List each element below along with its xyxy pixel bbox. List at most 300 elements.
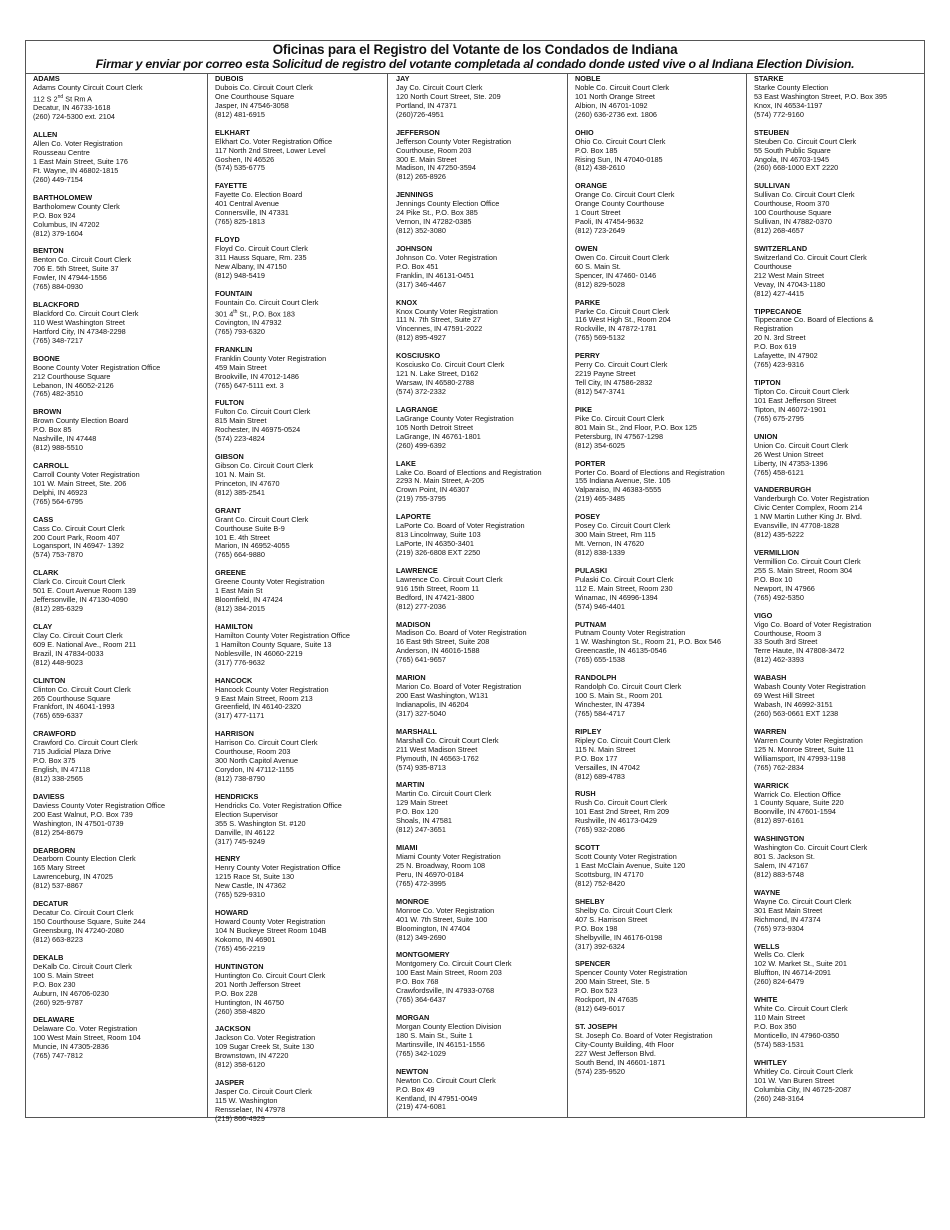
county-address-line: Henry County Voter Registration Office <box>215 863 341 873</box>
county-address-line: Danville, IN 46122 <box>215 827 275 837</box>
county-entry <box>33 75 207 122</box>
county-phone: (260) 449-7154 <box>33 174 83 184</box>
county-phone: (765) 529-9310 <box>215 890 265 900</box>
county-address-line: Columbus, IN 47202 <box>33 219 100 229</box>
county-entry <box>396 513 567 558</box>
county-name: ALLEN <box>33 130 58 140</box>
county-address-line: 116 West High St., Room 204 <box>575 315 671 325</box>
county-address-line: Crown Point, IN 46307 <box>396 485 470 495</box>
county-address-line: P.O. Box 350 <box>754 1022 797 1032</box>
county-address-line: 101 E. 4th Street <box>215 532 270 542</box>
county-address-line: Winamac, IN 46996-1394 <box>575 592 658 602</box>
county-address-line: 102 W. Market St., Suite 201 <box>754 959 847 969</box>
county-address-line: Greene County Voter Registration <box>215 577 325 587</box>
county-address-line: Jackson Co. Voter Registration <box>215 1033 316 1043</box>
county-address-line: Carroll County Voter Registration <box>33 469 140 479</box>
county-name: MADISON <box>396 619 431 629</box>
county-name: RUSH <box>575 789 596 799</box>
county-phone: (219) 465-3485 <box>575 494 625 504</box>
county-address-line: Whitley Co. Circuit Court Clerk <box>754 1066 853 1076</box>
county-name: VIGO <box>754 610 773 620</box>
county-address-line: 16 East 9th Street, Suite 208 <box>396 637 490 647</box>
county-name: HARRISON <box>215 729 254 739</box>
county-phone: (812) 689-4783 <box>575 771 625 781</box>
county-phone: (260) 636-2736 ext. 1806 <box>575 109 657 119</box>
county-address-line: Orange County Courthouse <box>575 199 665 209</box>
county-address-line: 1 East McClain Avenue, Suite 120 <box>575 861 686 870</box>
county-address-line: Lake Co. Board of Elections and Registration <box>396 467 542 477</box>
county-address-line: St. Joseph Co. Board of Voter Registration <box>575 1030 713 1040</box>
county-name: MIAMI <box>396 843 418 853</box>
county-phone: (812) 481-6915 <box>215 109 265 119</box>
county-address-line: New Albany, IN 47150 <box>215 261 287 271</box>
county-name: VERMILLION <box>754 548 799 558</box>
county-phone: (765) 655-1538 <box>575 655 625 665</box>
county-phone: (260) 563-0661 EXT 1238 <box>754 709 839 719</box>
county-address-line: White Co. Circuit Court Clerk <box>754 1004 848 1014</box>
county-name: WHITLEY <box>754 1057 787 1067</box>
county-address-line: Tippecanoe Co. Board of Elections & <box>754 315 874 325</box>
county-name: RIPLEY <box>575 726 602 736</box>
county-phone: (812) 338-2565 <box>33 774 83 784</box>
county-name: JASPER <box>215 1078 245 1088</box>
county-phone: (765) 584-4717 <box>575 708 625 718</box>
county-address-line: 706 E. 5th Street, Suite 37 <box>33 264 119 274</box>
county-name: DUBOIS <box>215 74 244 83</box>
county-phone: (317) 477-1171 <box>215 711 265 721</box>
county-address-line: P.O. Box 85 <box>33 425 72 435</box>
county-phone: (812) 448-9023 <box>33 657 83 667</box>
county-address-line: 211 West Madison Street <box>396 744 478 754</box>
county-name: WARRICK <box>754 780 789 790</box>
county-entry <box>215 75 387 120</box>
county-address-line: Adams County Circuit Court Clerk <box>33 82 143 92</box>
county-address-line: Fulton Co. Circuit Court Clerk <box>215 407 311 417</box>
county-phone: (812) 752-8420 <box>575 878 625 888</box>
county-entry <box>575 674 746 719</box>
county-entry <box>215 507 387 561</box>
county-entry <box>754 182 926 236</box>
county-name: LAPORTE <box>396 512 431 522</box>
county-name: ST. JOSEPH <box>575 1021 618 1031</box>
county-address-line: 1 W. Washington St., Room 21, P.O. Box 546 <box>575 637 722 647</box>
county-address-line: Rochester, IN 46975-0524 <box>215 425 301 435</box>
county-name: WELLS <box>754 941 780 951</box>
county-phone: (765) 472-3995 <box>396 878 446 888</box>
county-entry <box>575 790 746 835</box>
county-address-line: 150 Courthouse Square, Suite 244 <box>33 917 146 927</box>
county-address-line: Crawfordsville, IN 47933-0768 <box>396 986 495 996</box>
county-entry <box>396 621 567 666</box>
county-address-line: LaGrange County Voter Registration <box>396 413 514 423</box>
county-address-line: 110 Main Street <box>754 1013 805 1023</box>
county-address-line: Lebanon, IN 46052-2126 <box>33 380 114 390</box>
county-name: MARTIN <box>396 780 425 790</box>
county-address-line: Columbia City, IN 46725-2087 <box>754 1084 852 1094</box>
county-address-line: Franklin, IN 46131-0451 <box>396 270 475 280</box>
county-entry <box>754 835 926 880</box>
county-name: WARREN <box>754 726 787 736</box>
county-address-line: 100 S. Main St., Room 201 <box>575 691 663 701</box>
county-entry <box>215 677 387 722</box>
county-address-line: Anderson, IN 46016-1588 <box>396 646 480 656</box>
county-name: BLACKFORD <box>33 300 80 309</box>
county-address-line: 407 S. Harrison Street <box>575 914 648 924</box>
county-name: SWITZERLAND <box>754 243 808 253</box>
county-address-line: Angola, IN 46703-1945 <box>754 154 830 164</box>
county-entry <box>754 433 926 478</box>
county-address-line: 212 West Main Street <box>754 270 825 280</box>
county-address-line: Princeton, IN 47670 <box>215 478 280 488</box>
county-address-line: Warrick Co. Election Office <box>754 789 841 799</box>
county-address-line: 100 Courthouse Square <box>754 208 832 218</box>
county-entry <box>575 75 746 120</box>
county-address-line: 1 Hamilton County Square, Suite 13 <box>215 639 332 649</box>
county-address-line: 101 W. Main Street, Ste. 206 <box>33 478 127 488</box>
county-address-line: Steuben Co. Circuit Court Clerk <box>754 136 857 146</box>
county-phone: (260) 248-3164 <box>754 1093 804 1103</box>
county-entry <box>215 963 387 1017</box>
county-address-line: 200 East Washington, W131 <box>396 691 489 701</box>
county-address-line: Tell City, IN 47586-2832 <box>575 378 653 388</box>
county-address-line: 265 Courthouse Square <box>33 693 111 703</box>
county-address-line: 100 East Main Street, Room 203 <box>396 968 502 978</box>
county-address-line: Courthouse <box>754 261 792 271</box>
county-address-line: 101 East Jefferson Street <box>754 396 837 405</box>
county-address-line: Franklin County Voter Registration <box>215 353 327 363</box>
county-phone: (765) 342-1029 <box>396 1048 446 1058</box>
county-entry <box>33 408 207 453</box>
county-name: DAVIESS <box>33 791 65 801</box>
county-entry <box>396 781 567 835</box>
county-address-line: 501 E. Court Avenue Room 139 <box>33 586 136 596</box>
county-address-line: Greensburg, IN 47240-2080 <box>33 926 124 936</box>
county-entry <box>575 182 746 236</box>
county-address-line: Bartholomew County Clerk <box>33 201 120 211</box>
county-entry <box>215 1079 387 1124</box>
county-address-line: Rousseau Centre <box>33 147 90 157</box>
county-entry <box>33 900 207 945</box>
county-phone: (260) 668-1000 EXT 2220 <box>754 163 839 173</box>
county-entry <box>754 782 926 827</box>
county-address-line: Dubois Co. Circuit Court Clerk <box>215 82 313 92</box>
county-name: DEARBORN <box>33 845 76 855</box>
county-address-line: Rockville, IN 47872-1781 <box>575 324 657 334</box>
county-name: POSEY <box>575 512 601 522</box>
county-address-line: 916 15th Street, Room 11 <box>396 583 480 593</box>
county-entry <box>396 898 567 943</box>
county-entry <box>575 352 746 397</box>
county-address-line: 112 S 2nd St Rm A <box>33 93 92 104</box>
county-address-line: Kosciusko Co. Circuit Court Clerk <box>396 360 505 370</box>
county-entry <box>396 299 567 344</box>
county-name: WASHINGTON <box>754 834 805 844</box>
county-address-line: Hendricks Co. Voter Registration Office <box>215 800 342 810</box>
county-address-line: Rensselaer, IN 47978 <box>215 1104 286 1114</box>
county-name: ELKHART <box>215 127 250 137</box>
county-address-line: Orange Co. Circuit Court Clerk <box>575 190 675 200</box>
county-entry <box>33 623 207 668</box>
county-phone: (574) 753-7870 <box>33 550 83 560</box>
county-address-line: 110 West Washington Street <box>33 317 125 327</box>
county-address-line: P.O. Box 10 <box>754 574 793 584</box>
county-entry <box>396 352 567 397</box>
county-address-line: Bluffton, IN 46714-2091 <box>754 968 831 978</box>
county-address-line: Cass Co. Circuit Court Clerk <box>33 523 125 533</box>
county-address-line: 53 East Washington Street, P.O. Box 395 <box>754 91 888 101</box>
county-phone: (812) 427-4415 <box>754 288 804 298</box>
county-name: RANDOLPH <box>575 673 617 683</box>
header <box>26 41 924 74</box>
county-address-line: Warren County Voter Registration <box>754 735 863 745</box>
county-name: WABASH <box>754 673 787 683</box>
county-address-line: Jay Co. Circuit Court Clerk <box>396 82 483 92</box>
county-address-line: 801 Main St., 2nd Floor, P.O. Box 125 <box>575 422 697 432</box>
county-phone: (812) 649-6017 <box>575 1004 625 1014</box>
county-phone: (812) 663-8223 <box>33 934 83 944</box>
county-address-line: Tipton Co. Circuit Court Clerk <box>754 387 850 397</box>
county-phone: (574) 535-6775 <box>215 163 265 173</box>
county-phone: (765) 423-9316 <box>754 360 804 370</box>
county-address-line: P.O. Box 375 <box>33 756 76 766</box>
county-phone: (260) 925-9787 <box>33 997 83 1007</box>
county-address-line: English, IN 47118 <box>33 765 91 775</box>
county-address-line: Noble Co. Circuit Court Clerk <box>575 82 670 92</box>
county-address-line: 1 East Main St <box>215 586 263 596</box>
county-address-line: 355 S. Washington St. #120 <box>215 818 306 828</box>
county-address-line: 1215 Race St, Suite 130 <box>215 872 295 882</box>
county-entry <box>754 379 926 424</box>
county-address-line: 2219 Payne Street <box>575 369 636 379</box>
county-address-line: Kokomo, IN 46901 <box>215 934 276 944</box>
county-column-4 <box>567 74 746 1117</box>
county-address-line: Kentland, IN 47951-0049 <box>396 1093 478 1103</box>
county-phone: (317) 346-4467 <box>396 279 446 289</box>
county-name: VANDERBURGH <box>754 485 812 495</box>
county-entry <box>215 623 387 668</box>
county-address-line: Wabash, IN 46992-3151 <box>754 700 833 710</box>
county-entry <box>575 567 746 612</box>
county-address-line: Perry Co. Circuit Court Clerk <box>575 360 668 370</box>
county-phone: (812) 897-6161 <box>754 816 804 826</box>
county-address-line: 1 County Square, Suite 220 <box>754 798 844 808</box>
county-entry <box>575 245 746 290</box>
county-phone: (765) 456-2219 <box>215 943 265 953</box>
county-address-line: P.O. Box 619 <box>754 342 797 352</box>
county-address-line: Hancock County Voter Registration <box>215 684 329 694</box>
county-phone: (812) 988-5510 <box>33 443 83 453</box>
county-address-line: Harrison Co. Circuit Court Clerk <box>215 738 318 748</box>
county-address-line: Montgomery Co. Circuit Court Clerk <box>396 959 512 969</box>
county-address-line: P.O. Box 230 <box>33 979 76 989</box>
county-address-line: Richmond, IN 47374 <box>754 914 821 924</box>
county-address-line: 227 West Jefferson Blvd. <box>575 1048 656 1058</box>
county-address-line: Jasper Co. Circuit Court Clerk <box>215 1087 312 1096</box>
county-phone: (812) 352-3080 <box>396 226 446 236</box>
county-address-line: Clinton Co. Circuit Court Clerk <box>33 684 131 694</box>
county-phone: (260)726-4951 <box>396 109 444 119</box>
county-address-line: Greencastle, IN 46135-0546 <box>575 646 667 656</box>
county-entry <box>215 569 387 614</box>
county-name: JENNINGS <box>396 190 434 200</box>
county-address-line: Monticello, IN 47960-0350 <box>754 1030 840 1040</box>
county-name: LAKE <box>396 458 416 468</box>
county-address-line: Bloomington, IN 47404 <box>396 923 471 933</box>
county-address-line: Shelbyville, IN 46176-0198 <box>575 932 663 942</box>
county-name: HUNTINGTON <box>215 961 264 971</box>
county-entry <box>754 549 926 603</box>
county-address-line: 121 N. Lake Street, D162 <box>396 369 479 379</box>
county-name: FLOYD <box>215 234 240 244</box>
county-address-line: 1 Court Street <box>575 208 621 218</box>
county-address-line: 115 W. Washington <box>215 1095 278 1105</box>
county-address-line: 115 N. Main Street <box>575 744 636 754</box>
county-name: STEUBEN <box>754 127 789 137</box>
county-entry <box>754 889 926 934</box>
county-phone: (812) 537-8867 <box>33 881 83 891</box>
county-address-line: Hamilton County Voter Registration Office <box>215 630 350 640</box>
page-title: Oficinas para el Registro del Votante de los Condados de Indiana <box>272 42 678 57</box>
county-entry <box>754 674 926 719</box>
county-address-line: 255 S. Main Street, Room 304 <box>754 565 853 575</box>
county-address-line: 9 East Main Street, Room 213 <box>215 693 313 703</box>
county-address-line: 311 Hauss Square, Rm. 235 <box>215 252 307 262</box>
county-address-line: Goshen, IN 46526 <box>215 154 275 164</box>
county-address-line: Winchester, IN 47394 <box>575 700 645 710</box>
county-entry <box>575 621 746 666</box>
county-address-line: LaPorte, IN 46350-3401 <box>396 539 474 549</box>
county-name: PERRY <box>575 351 600 361</box>
county-name: NEWTON <box>396 1066 429 1076</box>
county-address-line: Albion, IN 46701-1092 <box>575 100 648 110</box>
county-name: SULLIVAN <box>754 181 790 191</box>
county-address-line: Wayne Co. Circuit Court Clerk <box>754 896 852 906</box>
county-name: DECATUR <box>33 899 69 909</box>
county-entry <box>754 1059 926 1104</box>
county-phone: (765) 641-9657 <box>396 655 446 665</box>
county-name: ORANGE <box>575 181 608 191</box>
county-address-line: Washington, IN 47501-0739 <box>33 818 124 828</box>
county-entry <box>754 129 926 174</box>
county-address-line: Knox, IN 46534-1197 <box>754 100 823 110</box>
county-address-line: 60 S. Main St. <box>575 261 621 271</box>
county-address-line: Clark Co. Circuit Court Clerk <box>33 577 126 587</box>
county-address-line: Courthouse, Room 203 <box>215 747 291 757</box>
county-entry <box>396 728 567 773</box>
county-address-line: Washington Co. Circuit Court Clerk <box>754 843 868 853</box>
county-address-line: 165 Mary Street <box>33 863 85 873</box>
county-phone: (812) 435-5222 <box>754 530 804 540</box>
county-address-line: Greenfield, IN 46140-2320 <box>215 702 301 712</box>
county-address-line: Huntington Co. Circuit Court Clerk <box>215 970 326 980</box>
county-address-line: Ohio Co. Circuit Court Clerk <box>575 136 666 146</box>
county-address-line: P.O. Box 185 <box>575 145 618 155</box>
county-address-line: P.O. Box 451 <box>396 261 439 271</box>
county-phone: (574) 372-2332 <box>396 387 446 397</box>
county-address-line: Monroe Co. Voter Registration <box>396 905 495 915</box>
county-address-line: Jennings County Election Office <box>396 199 500 209</box>
county-address-line: 401 W. 7th Street, Suite 100 <box>396 914 488 924</box>
county-name: TIPTON <box>754 378 781 388</box>
county-address-line: 104 N Buckeye Street Room 104B <box>215 926 327 936</box>
county-name: GRANT <box>215 505 241 515</box>
county-phone: (574) 223-4824 <box>215 434 265 444</box>
county-address-line: Fountain Co. Circuit Court Clerk <box>215 297 319 307</box>
county-address-line: Brookville, IN 47012-1486 <box>215 371 299 381</box>
county-address-line: Daviess County Voter Registration Office <box>33 800 166 810</box>
county-address-line: Howard County Voter Registration <box>215 917 326 927</box>
county-address-line: Terre Haute, IN 47808-3472 <box>754 646 845 656</box>
county-phone: (765) 825-1813 <box>215 217 265 227</box>
county-entry <box>575 299 746 344</box>
county-entry <box>754 486 926 540</box>
county-address-line: P.O. Box 120 <box>396 807 439 817</box>
county-name: PIKE <box>575 404 593 414</box>
county-phone: (812) 462-3393 <box>754 655 804 665</box>
county-name: HENRY <box>215 854 241 864</box>
county-name: LAGRANGE <box>396 404 438 414</box>
county-phone: (812) 268-4657 <box>754 226 804 236</box>
county-address-line: Vevay, IN 47043-1180 <box>754 279 826 289</box>
county-address-line: 459 Main Street <box>215 362 267 372</box>
county-address-line: 301 East Main Street <box>754 905 823 915</box>
county-phone: (219) 474-6081 <box>396 1102 446 1112</box>
county-address-line: 109 Sugar Creek St, Suite 130 <box>215 1042 314 1052</box>
county-phone: (812) 349-2690 <box>396 932 446 942</box>
county-address-line: Nashville, IN 47448 <box>33 434 97 444</box>
county-phone: (812) 385-2541 <box>215 487 265 497</box>
county-address-line: Bloomfield, IN 47424 <box>215 595 283 605</box>
county-phone: (812) 354-6025 <box>575 440 625 450</box>
county-address-line: 2293 N. Main Street, A-205 <box>396 476 485 486</box>
county-address-line: Corydon, IN 47112-1155 <box>215 765 294 775</box>
county-name: BARTHOLOMEW <box>33 192 93 202</box>
county-address-line: Johnson Co. Voter Registration <box>396 252 497 262</box>
county-name: PULASKI <box>575 565 608 575</box>
county-entry <box>33 677 207 722</box>
county-phone: (765) 482-3510 <box>33 389 83 399</box>
county-address-line: Union Co. Circuit Court Clerk <box>754 440 849 450</box>
county-address-line: Newport, IN 47966 <box>754 583 815 593</box>
county-phone: (574) 772-9160 <box>754 109 804 119</box>
county-name: DEKALB <box>33 952 64 962</box>
county-address-line: Clay Co. Circuit Court Clerk <box>33 630 123 640</box>
county-address-line: Putnam County Voter Registration <box>575 628 686 638</box>
county-address-line: Fowler, IN 47944-1556 <box>33 273 107 283</box>
county-entry <box>33 194 207 239</box>
county-name: WAYNE <box>754 887 781 897</box>
county-name: CARROLL <box>33 460 69 470</box>
county-address-line: Owen Co. Circuit Court Clerk <box>575 252 670 262</box>
county-name: OHIO <box>575 127 594 137</box>
county-address-line: Switzerland Co. Circuit Court Clerk <box>754 252 867 262</box>
county-phone: (765) 675-2795 <box>754 413 804 423</box>
county-name: CLARK <box>33 568 59 578</box>
county-address-line: Logansport, IN 46947- 1392 <box>33 541 124 551</box>
county-address-line: LaPorte Co. Board of Voter Registration <box>396 521 525 531</box>
county-address-line: 33 South 3rd Street <box>754 637 818 647</box>
county-address-line: Lafayette, IN 47902 <box>754 351 818 361</box>
county-address-line: Noblesville, IN 46060-2219 <box>215 648 303 658</box>
county-name: SCOTT <box>575 843 600 853</box>
county-address-line: Allen Co. Voter Registration <box>33 139 123 149</box>
county-entry <box>754 728 926 773</box>
county-phone: (812) 723-2649 <box>575 226 625 236</box>
county-name: MARION <box>396 673 426 683</box>
county-address-line: Versailles, IN 47042 <box>575 762 640 772</box>
county-address-line: 155 Indiana Avenue, Ste. 105 <box>575 476 671 486</box>
county-address-line: Marion, IN 46952-4055 <box>215 541 290 551</box>
